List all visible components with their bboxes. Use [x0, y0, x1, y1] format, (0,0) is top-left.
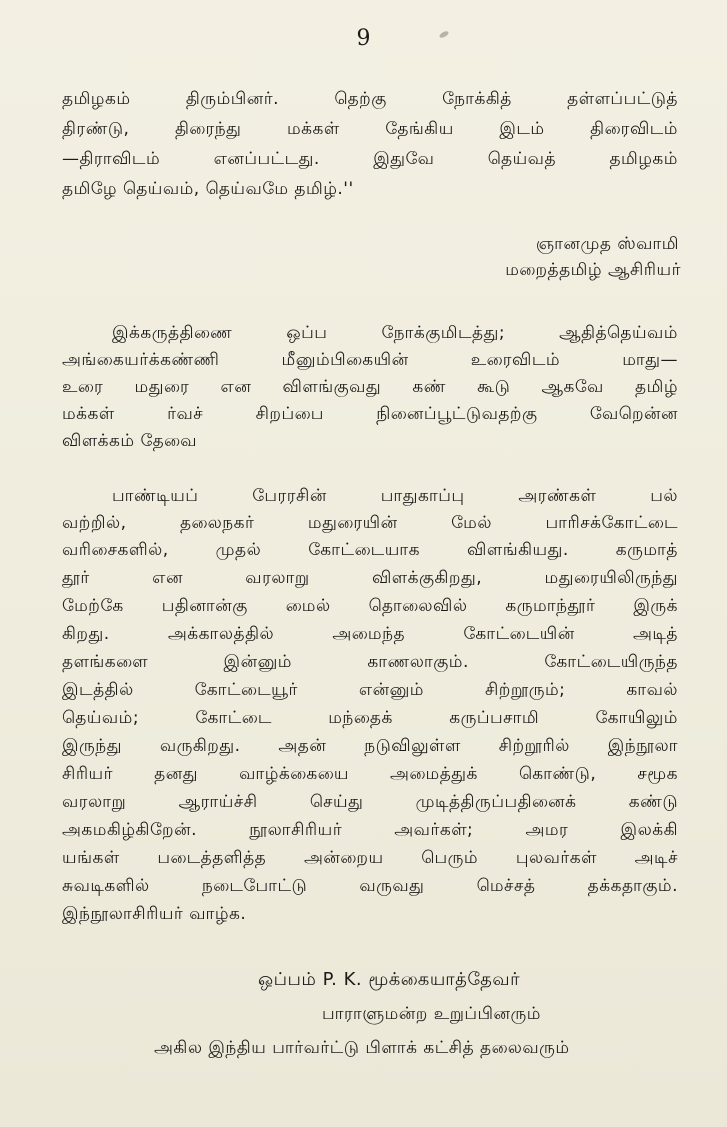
paragraph-line: தெய்வம்; கோட்டை மந்தைக் கருப்பசாமி கோயிலும் — [62, 708, 678, 728]
quote-line: தமிழகம் திரும்பினர். தெற்கு நோக்கித் தள்ளப்பட்டுத் — [62, 89, 678, 109]
paragraph-line: இருந்து வருகிறது. அதன் நடுவிலுள்ள சிற்றூரில் இந்நூலா — [62, 736, 678, 756]
author-role: மறைத்தமிழ் ஆசிரியர் — [505, 260, 681, 280]
paragraph-line: மக்கள் ர்வச் சிறப்பை நினைப்பூட்டுவதற்கு வேறென்ன — [62, 404, 678, 424]
signatory-name: ஒப்பம் P. K. மூக்கையாத்தேவர் — [258, 969, 521, 990]
paragraph-line: அங்கையர்க்கண்ணி மீனும்பிகையின் உரைவிடம் மாது— — [62, 350, 678, 370]
paragraph-line: பாண்டியப் பேரரசின் பாதுகாப்பு அரண்கள் பல் — [112, 486, 678, 506]
paragraph-line: கிறது. அக்காலத்தில் அமைந்த கோட்டையின் அடித் — [62, 624, 678, 644]
quote-line: திரண்டு, திரைந்து மக்கள் தேங்கிய இடம் திரைவிடம் — [62, 119, 678, 139]
author-name: ஞானமுத ஸ்வாமி — [535, 234, 679, 254]
paragraph-line: வரலாறு ஆராய்ச்சி செய்து முடித்திருப்பதினைக் கண்டு — [62, 792, 678, 812]
paragraph-line: வரிசைகளில், முதல் கோட்டையாக விளங்கியது. கருமாத் — [62, 540, 678, 560]
quote-line: தமிழே தெய்வம், தெய்வமே தமிழ்.'' — [62, 179, 354, 199]
paragraph-line: சிரியர் தனது வாழ்க்கையை அமைத்துக் கொண்டு, சமூக — [62, 764, 678, 784]
paragraph-line: மேற்கே பதினான்கு மைல் தொலைவில் கருமாந்தூர் இருக் — [62, 596, 678, 616]
paragraph-line: இக்கருத்திணை ஒப்ப நோக்குமிடத்து; ஆதித்தெய்வம் — [112, 323, 678, 343]
signatory-title: அகில இந்திய பார்வர்ட்டு பிளாக் கட்சித் தலைவரும் — [154, 1038, 570, 1058]
paragraph-line: அகமகிழ்கிறேன். நூலாசிரியர் அவர்கள்; அமர இலக்கி — [62, 820, 678, 840]
paragraph-line: இடத்தில் கோட்டையூர் என்னும் சிற்றூரும்; காவல் — [62, 680, 678, 700]
paragraph-line: விளக்கம் தேவை — [62, 431, 198, 451]
paragraph-line: உரை மதுரை என விளங்குவது கண் கூடு ஆகவே தமிழ் — [62, 377, 678, 397]
signatory-title: பாராளுமன்ற உறுப்பினரும் — [322, 1004, 541, 1024]
paragraph-line: தளங்களை இன்னும் காணலாகும். கோட்டையிருந்த — [62, 652, 678, 672]
page-number: 9 — [356, 26, 371, 51]
paragraph-line: யங்கள் படைத்தளித்த அன்றைய பெரும் புலவர்கள் அடிச் — [62, 848, 678, 868]
paragraph-line: இந்நூலாசிரியர் வாழ்க. — [62, 904, 247, 924]
quote-line: —திராவிடம் எனப்பட்டது. இதுவே தெய்வத் தமிழகம் — [62, 149, 678, 169]
paragraph-line: தூர் என வரலாறு விளக்குகிறது, மதுரையிலிருந்து — [62, 568, 678, 588]
paragraph-line: சுவடிகளில் நடைபோட்டு வருவது மெச்சத் தக்கதாகும். — [62, 876, 678, 896]
paragraph-line: வற்றில், தலைநகர் மதுரையின் மேல் பாரிசக்கோட்டை — [62, 513, 678, 533]
